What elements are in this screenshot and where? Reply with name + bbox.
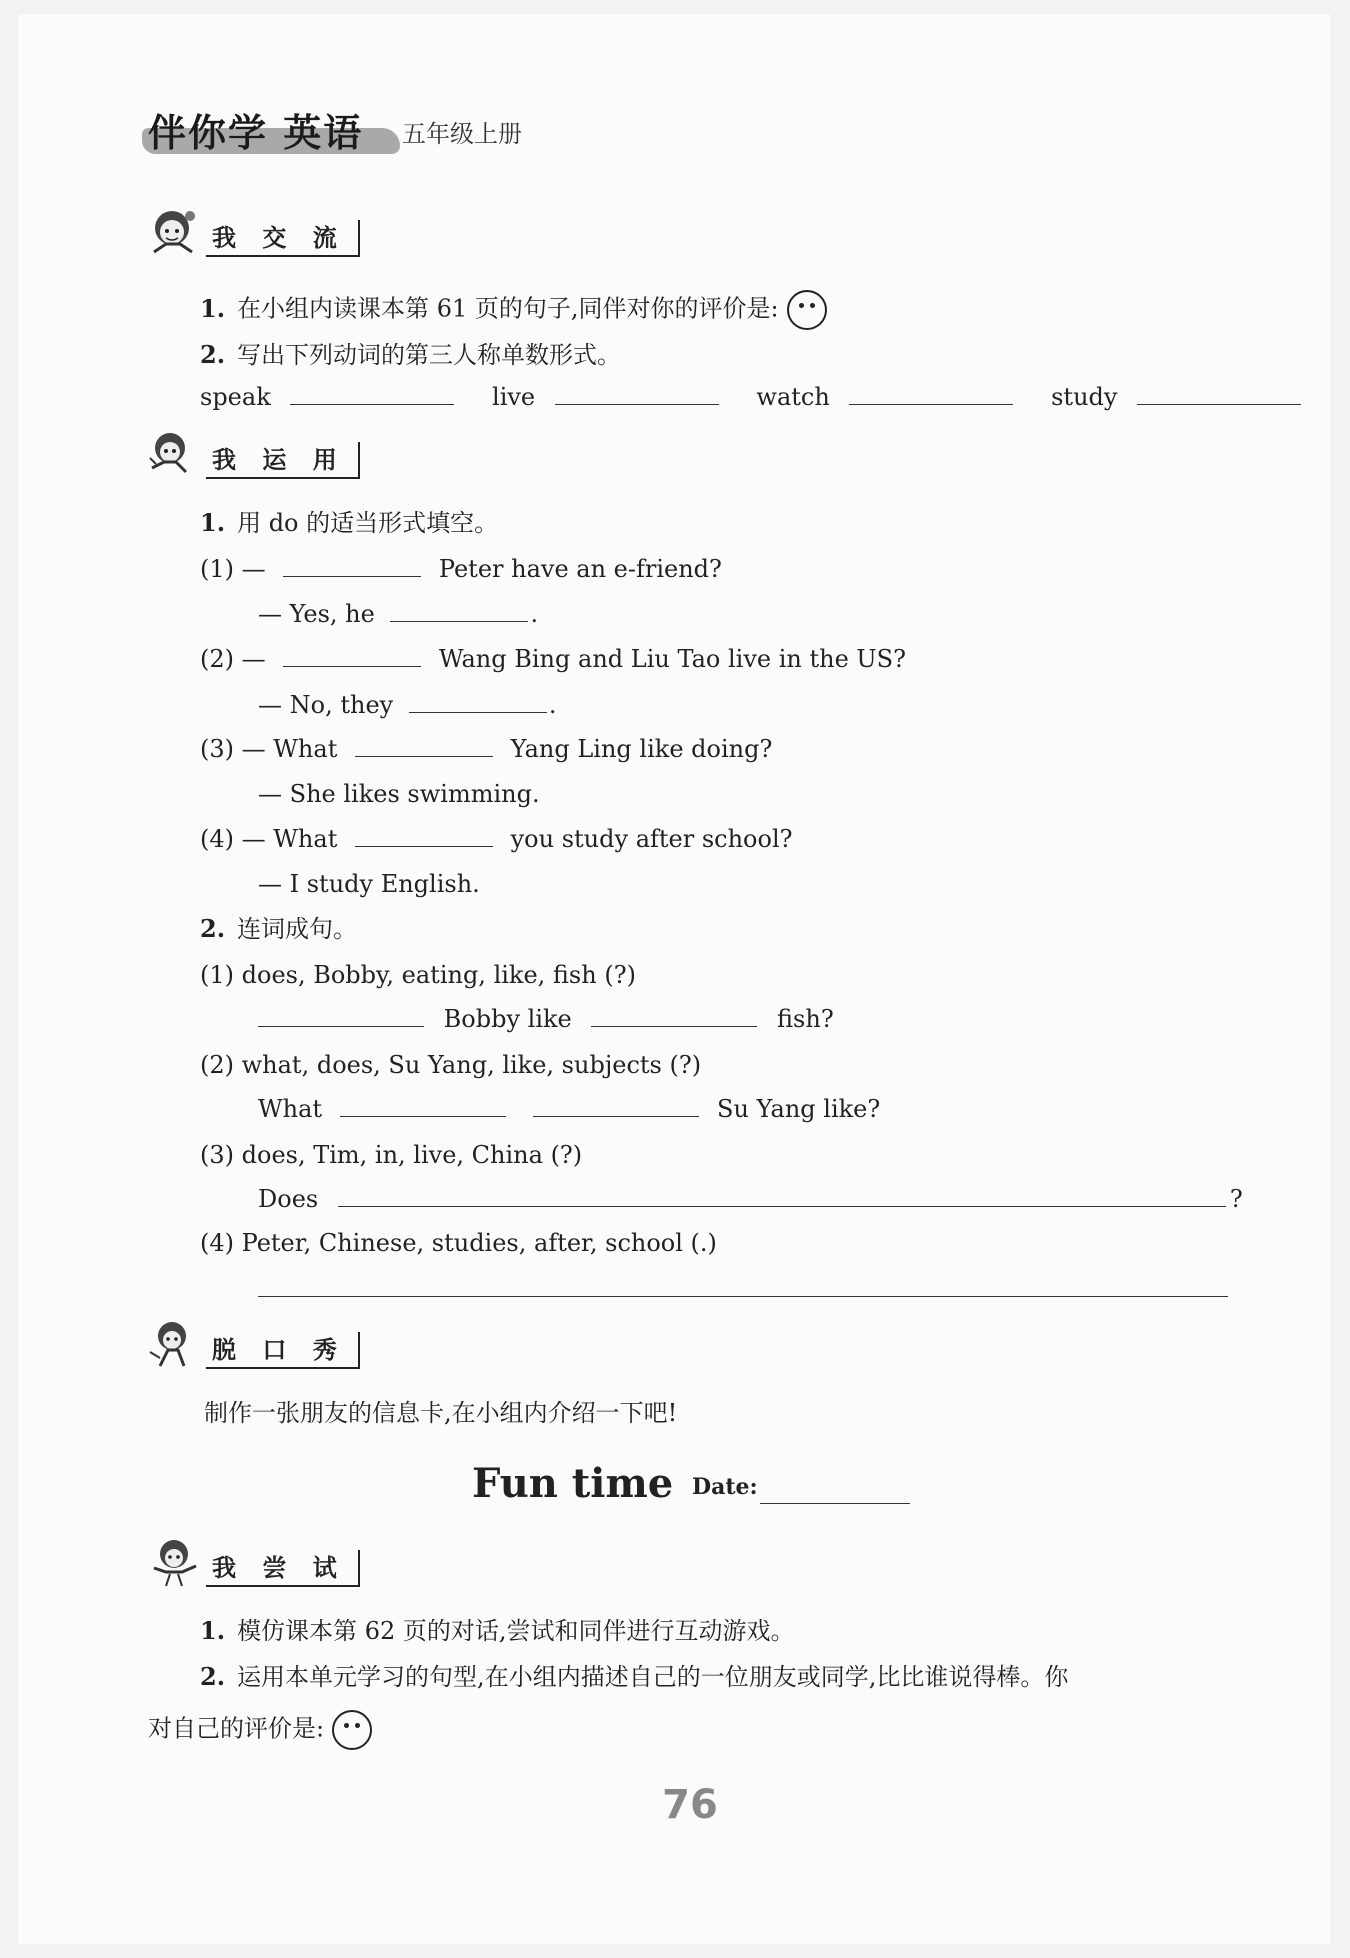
answer-blank[interactable] [290,382,454,405]
dialogue-line: — No, they . [258,691,557,719]
word-prompt: (4) Peter, Chinese, studies, after, school (.) [200,1229,717,1257]
answer-blank[interactable] [338,1184,1226,1207]
answer-blank[interactable] [283,644,421,667]
answer-blank[interactable] [340,1094,506,1117]
try-item-2: 2. 运用本单元学习的句型,在小组内描述自己的一位朋友或同学,比比谁说得棒。你 [200,1662,1069,1691]
answer-blank[interactable] [533,1094,699,1117]
answer-line: What Su Yang like? [258,1095,881,1123]
smiley-face-icon [787,290,827,330]
dialogue-line: — I study English. [258,870,480,898]
apply-question-2: 2. 连词成句。 [200,914,358,943]
answer-blank[interactable] [390,599,528,622]
cartoon-girl-icon [146,206,204,258]
word-prompt: (3) does, Tim, in, live, China (?) [200,1141,583,1169]
try-item-1: 1. 模仿课本第 62 页的对话,尝试和同伴进行互动游戏。 [200,1616,795,1645]
answer-line: Does ? [258,1185,1243,1213]
section-exchange-title: 我 交 流 [206,220,360,256]
verb-label: watch [756,383,830,411]
answer-blank[interactable] [555,382,719,405]
cartoon-girl-icon [146,428,204,480]
answer-blank[interactable] [355,734,493,757]
page-number: 76 [662,1782,718,1828]
dialogue-line: (2) — Wang Bing and Liu Tao live in the US? [200,645,906,673]
verb-label: speak [200,383,271,411]
talk-instruction: 制作一张朋友的信息卡,在小组内介绍一下吧! [204,1399,678,1427]
answer-blank[interactable] [849,382,1013,405]
date-blank[interactable] [760,1503,910,1504]
book-title: 伴你学 英语 [148,102,388,158]
answer-blank[interactable] [355,824,493,847]
exchange-item-1: 1. 在小组内读课本第 61 页的句子,同伴对你的评价是: [200,290,827,330]
try-item-2-continued: 对自己的评价是: [148,1710,372,1750]
answer-blank[interactable] [258,1004,424,1027]
answer-blank[interactable] [283,554,421,577]
dialogue-line: — Yes, he . [258,600,539,628]
answer-blank[interactable] [591,1004,757,1027]
book-subtitle: 五年级上册 [402,120,522,148]
apply-question-1: 1. 用 do 的适当形式填空。 [200,508,499,537]
cartoon-girl-icon [146,1318,204,1370]
verb-label: study [1051,383,1118,411]
dialogue-line: — She likes swimming. [258,780,540,808]
verb-label: live [492,383,536,411]
answer-blank[interactable] [258,1296,1228,1297]
section-try-title: 我 尝 试 [206,1550,360,1586]
verb-row [200,382,1301,412]
dialogue-line: (1) — Peter have an e-friend? [200,555,722,583]
answer-blank[interactable] [409,690,547,713]
smiley-face-icon [332,1710,372,1750]
word-prompt: (2) what, does, Su Yang, like, subjects (?) [200,1051,702,1079]
answer-blank[interactable] [1137,382,1301,405]
answer-line: Bobby like fish? [258,1004,834,1034]
dialogue-line: (4) — What you study after school? [200,825,793,853]
fun-time-title: Fun time [472,1460,674,1507]
exchange-item-2: 2. 写出下列动词的第三人称单数形式。 [200,340,622,369]
dialogue-line: (3) — What Yang Ling like doing? [200,735,773,763]
word-prompt: (1) does, Bobby, eating, like, fish (?) [200,961,636,989]
cartoon-girl-icon [146,1536,204,1588]
section-apply-title: 我 运 用 [206,442,360,478]
section-talk-title: 脱 口 秀 [206,1332,360,1368]
date-label: Date: [692,1474,758,1500]
